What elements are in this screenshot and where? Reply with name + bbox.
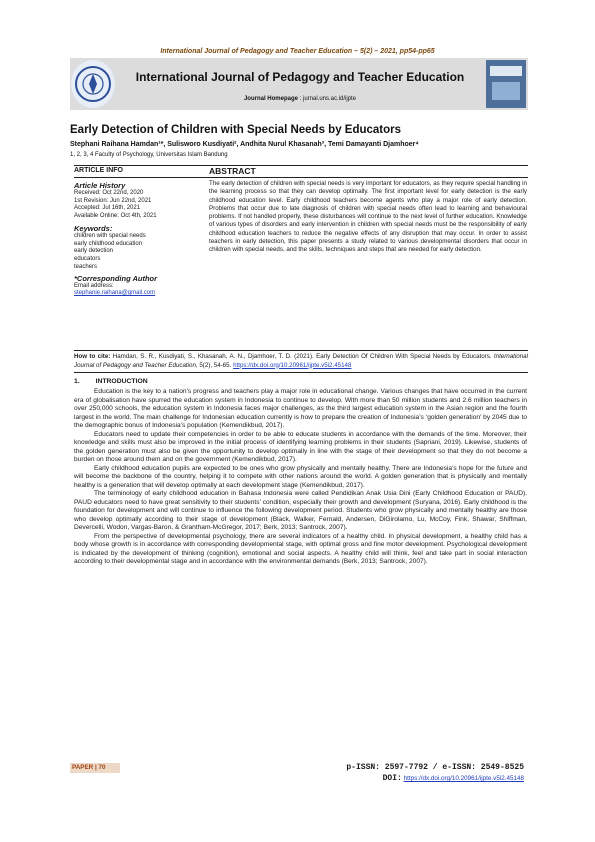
abstract-text: The early detection of children with special needs is very important for educators, as they require special handling in the learning process so that they can develop optimally. The first important level for early detection is the early childhood education level. Early childhood teachers become agents who play a major role of early detection. Problems that occur due to late diagnosis of children with special needs often lead to learning and behavioural problems. If not handled properly, these disturbances will continue to the next level of further education. Knowledge of various types of disorders and early intervention in children with special needs must be the responsibility of early childhood education teachers to reduce the negative effects of any disruption that may occur. In order to assist teachers in early detection, this paper presents a study related to various developmental disorders that occur in children with special needs, and the skills, techniques and steps that are needed for early detection.: [209, 180, 527, 253]
section-heading: [74, 378, 148, 385]
journal-cover-thumbnail: [486, 60, 526, 108]
history-item: Received: Oct 22nd, 2020: [74, 189, 144, 196]
homepage-url[interactable]: : jurnal.uns.ac.id/ijpte: [299, 96, 357, 102]
history-item: 1st Revision: Jun 22nd, 2021: [74, 197, 152, 204]
body-paragraph: The terminology of early childhood education in Bahasa Indonesia were called Pendidikan Anak Usia Dini (Early Childhood Education or PAUD). PAUD educators need to have great sensitivity to their students’ condition, especially their growth and development (Suryana, 2016). Early childhood is the foundation for development and will continue to influence the following development period. Students who grow physically and mentally healthy are those who develop optimally according to their stage of development (Black, Walker, Fernald, Andersen, DiGirolamo, Lu, McCoy, Fink, Shawar, Shiffman, Devercelli, Wodon, Vargas-Baron, & Grantham-McGregor, 2017; Berk, 2013; Santrock, 2007).: [74, 490, 527, 531]
keyword: teachers: [74, 263, 98, 270]
history-item: Accepted: Jul 16th, 2021: [74, 205, 141, 212]
cite-label: How to cite:: [74, 353, 111, 360]
journal-homepage: [118, 96, 482, 102]
info-header-rule: [74, 177, 528, 178]
footer-doi: [290, 774, 524, 783]
university-logo: [71, 60, 115, 108]
cite-tail: , 5(2), 54-65.: [195, 361, 232, 369]
info-bottom-rule: [74, 350, 528, 351]
body-paragraph: Education is the key to a nation’s progress and teachers play a major role in educational change. Various changes that have occurred in the current era of globalisation have spurred the education system in Indonesia to continue to develop. With more than 50 million students and 2.6 million teachers in over 250,000 schools, the education system in Indonesia faces major challenges, as the third largest education system in the Asian region and the fourth largest in the world. The main challenge for Indonesian education currently is how to prepare the creation of Indonesia’s ‘golden generation’ by 2045 due to the demographic bonus of Indonesia’s population (Kemendikbud, 2017).: [74, 388, 527, 429]
page-badge: PAPER | 70: [70, 763, 120, 773]
keywords-title: Keywords:: [74, 223, 113, 233]
doi-label: DOI:: [382, 774, 402, 783]
section-title: INTRODUCTION: [95, 378, 148, 385]
abstract-heading: ABSTRACT: [209, 166, 256, 176]
footer-doi-link[interactable]: https://dx.doi.org/10.20961/ijpte.v5i2.45148: [403, 775, 524, 782]
author-list: Stephani Raihana Hamdan¹*, Sulisworo Kusdiyati², Andhita Nurul Khasanah³, Temi Damayanti Djamhoer⁴: [70, 141, 419, 148]
body-paragraph: From the perspective of developmental psychology, there are several indicators of a healthy child. In physical development, a healthy child has a body whose growth is in accordance with corresponding developmental stage, with optimal gross and fine motor development. Psychological development is indicated by the development of thinking (cognition), emotional and social aspects. A healthy child will think, feel and take part in social interaction according to their developmental stage and in accordance with the environmental demands (Berk, 2013; Santrock, 2007).: [74, 532, 527, 565]
keyword: early childhood education: [74, 240, 143, 247]
cite-text: Hamdan, S. R., Kusdiyati, S., Khasanah, A. N., Djamhoer, T. D. (2021). Early Detection Of Children With Special Needs by Educators.: [112, 353, 492, 360]
how-to-cite: [74, 353, 528, 370]
info-top-rule: [74, 165, 528, 166]
article-info-heading: ARTICLE INFO: [74, 167, 123, 174]
journal-banner: [70, 58, 528, 110]
issn-line: p-ISSN: 2597-7792 / e-ISSN: 2549-8525: [346, 763, 524, 772]
body-paragraph: Early childhood education pupils are expected to be ones who grow physically and mentally healthy. There are Indonesia’s hope for the future and will become the backbone of the country, helping it to compete with other nations around the world. A golden generation that is physically and mentally healthy is a generation that will develop optimally at each development stage (Kemendikbud, 2017).: [74, 464, 527, 489]
homepage-label: Journal Homepage: [243, 96, 298, 102]
affiliation: 1, 2, 3, 4 Faculty of Psychology, Universitas Islam Bandung: [70, 152, 228, 158]
article-info-column: [74, 180, 204, 298]
keyword: educators: [74, 256, 101, 263]
email-label: Email address:: [74, 282, 114, 289]
keyword: children with special needs: [74, 232, 146, 239]
cite-doi-link[interactable]: https://dx.doi.org/10.20961/ijpte.v5i2.45148: [233, 361, 352, 369]
journal-title: International Journal of Pedagogy and Teacher Education: [135, 70, 465, 84]
corresponding-title: *Corresponding Author: [74, 273, 158, 283]
history-title: Article History: [74, 181, 126, 190]
running-header: International Journal of Pedagogy and Teacher Education – 5(2) – 2021, pp54-pp65: [160, 48, 435, 55]
history-item: Available Online: Oct 4th, 2021: [74, 213, 157, 220]
introduction-body: [74, 388, 527, 567]
author-email-link[interactable]: stephanie.raihana@gmail.com: [74, 290, 156, 297]
keyword: early detection: [74, 248, 114, 255]
cite-bottom-rule: [74, 372, 528, 373]
paper-title: Early Detection of Children with Special Needs by Educators: [70, 124, 402, 136]
section-number: 1.: [74, 378, 80, 385]
body-paragraph: Educators need to update their competencies in order to be able to educate students in accordance with the demands of the time. Moreover, their knowledge and skills must also be improved in the initial process of identifying learning problems in their students (Sapriani, 2019). Likewise, students of the golden generation must also be given the opportunity to develop optimally in line with the stage of their development so that they do not become a burden on those around them and on the government (Kemendikbud, 2017).: [74, 430, 527, 463]
cite-journal: International Journal of Pedagogy and Teacher Education: [74, 353, 528, 369]
